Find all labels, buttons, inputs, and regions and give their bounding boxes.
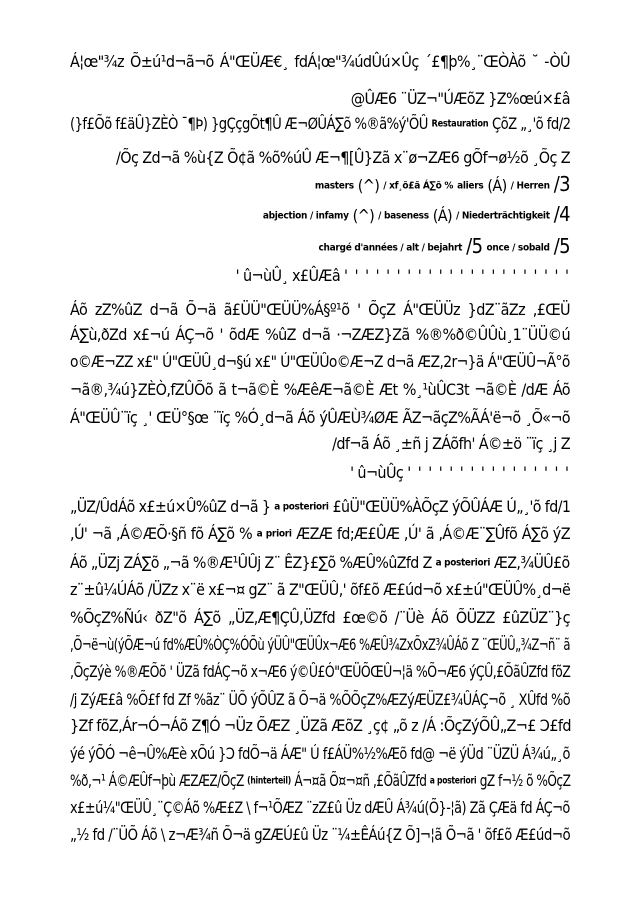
text-line: „½ fd /¨ÜÕ Áõ \ z¬Æ¾ñ Õ¬ä gZÆÚ£û Üz ¨¼±ÊÁú{Z Õ]¬¦ã Õ¬ã ' õf£õ Æ£úd¬õ	[70, 825, 571, 844]
text-line	[70, 690, 570, 710]
text-segment: XÛfd %õ	[518, 690, 571, 709]
text-segment: ÆZÆ fd;Æ£ÛÆ ,Ú' ã ,Á©Æ¨∑Ûfõ Á∑õ ýZ	[296, 524, 570, 543]
text-line	[70, 114, 570, 135]
foreign-term: chargé d'années / alt / bejahrt	[318, 242, 463, 254]
text-segment: ,Ú' ¬ã ,Á©ÆÕ·§ñ fõ Á∑õ %	[70, 524, 253, 543]
text-segment: ÆZ,¾ÜÛ£õ	[494, 553, 570, 572]
text-line: }Zf fõZ,Ár¬Ó¬Áõ Z¶Ó ¬Üz ÕÆZ ¸ÜZã ÆõZ ¸ç¢ „õ z /Á :ÕçZýÕÛ„Z¬£ Ɔ£fd	[70, 716, 571, 735]
foreign-term: (hinterteil)	[247, 775, 291, 787]
text-segment: gZ f¬½ õ %ÕçZ	[479, 771, 571, 790]
foreign-term: / baseness	[378, 210, 429, 222]
text-line: Á∑ù,ðZd x£¬ú ÁÇ¬õ ' õdÆ %ûZ d¬ã ·¬ZÆZ}Zã %®%ð©ÛÛù¸1¨ÜÜ©ú	[70, 325, 570, 344]
footnote-line	[315, 174, 570, 197]
text-line	[70, 497, 570, 518]
footnote-number: /5	[553, 234, 570, 258]
heading-dots: ' ' ' ' ' ' ' ' ' ' ' ' ' ' ' '	[407, 463, 570, 482]
text-line	[70, 524, 570, 545]
text-line	[70, 553, 570, 574]
text-segment: /j ZýÆ£â %Õ£f fd Zf %ãz¨ ÜÕ ýÕÛZ ã Õ¬ä %ÕÕçZ%ÆZýÆÜZ£¾ÛÁÇ¬õ ¸	[70, 690, 516, 709]
text-segment: Á¬¤ã Õ¤¬¤ñ ,£ÕãÛZfd	[294, 771, 427, 790]
foreign-term: once / sobald	[486, 242, 550, 254]
foreign-term: a posteriori	[274, 501, 329, 513]
foreign-term: aliers	[457, 180, 484, 192]
footnote-number: /4	[553, 202, 570, 226]
text-segment: (Á)	[487, 176, 507, 195]
footnote-number: /5	[466, 234, 483, 258]
foreign-term: / Herren	[510, 180, 550, 192]
foreign-term: masters	[314, 180, 354, 192]
text-line: /df¬ã Áõ ¸±ñ j ZÁõfh' Á©±ö ¨ïç ¸j Z	[332, 434, 570, 453]
foreign-term: Restauration	[431, 118, 489, 130]
text-line: /Õç Zd¬ã %ù{Z Õ¢ã %õ%úÛ Æ¬¶[Û}Zã x¨ø¬ZÆ6 gÕf¬ø½õ ¸Õç Z	[116, 148, 570, 167]
footnote-line	[319, 236, 570, 259]
foreign-term: a posteriori	[435, 557, 491, 569]
text-segment: Áõ „ÜZj ZÁ∑õ „¬ã %®Æ¹ÛÛj Z¨ ÊZ}£∑õ %ÆÛ%ûZfd Z	[70, 553, 432, 572]
foreign-term: / Niederträchtigkeit	[456, 210, 550, 222]
text-segment: (^)	[357, 176, 380, 195]
text-segment: (^)	[352, 206, 375, 225]
text-line: o©Æ¬ZZ x£" Ú"ŒÜÛ¸d¬§ú x£" Ú"ŒÜÛo©Æ¬Z d¬ã ÆZ,2r¬}ä Á"ŒÜÛ¬Ã°õ	[70, 352, 570, 371]
text-line: z¨±û¼ÚÁõ /ÜZz x¨ë x£¬¤ gZ¨ ã Z"ŒÜÛ,' õf£õ Æ£úd¬õ x£±ú"ŒÜÛ%¸d¬ë	[70, 580, 571, 599]
text-line	[70, 771, 570, 792]
heading-text: ' û¬ùÛ¸ x£ÛÆâ	[235, 266, 341, 285]
foreign-term: a posteriori	[429, 775, 477, 787]
foreign-term: a priori	[256, 528, 292, 540]
text-segment: £ûÜ"ŒÜÜ%ÀÕçZ ýÕÛÁÆ Ú„¸'õ fd/1	[332, 497, 571, 516]
text-segment: (}f£Õõ f£äÛ}ZÈÒ ¯¶Þ) }gÇçgÕt¶Û Æ¬ØÛÁ∑õ %®ã%ý'ÕÛ	[70, 114, 428, 133]
text-line: ,Õ¬ë¬ù(ýÕÆ¬ú fd%ÆÛ%ÒÇ%ÓÕù ýÜÛ"ŒÜÛx¬Æ6 %ÆÛ¾ZxÕxZ¾ÛÁõ Z ¨ŒÜÛ„¾Z¬ñ¨ ã	[70, 635, 571, 654]
text-line: x£±ú¼"ŒÜÛ¸¨Ç©Áõ %Æ£Z \ f¬¹ÕÆZ ¨zZ£û Üz dÆÛ Á¾ú(Õ}-¦ã) Zã ÇÆä fd ÁÇ¬õ	[70, 798, 570, 817]
footnote-line	[263, 204, 570, 227]
text-segment: %ð,¬¹ Á©ÆÛf¬þù ÆZÆZ/ÕçZ	[70, 771, 244, 790]
heading-dots: ' ' ' ' ' ' ' ' ' ' ' ' ' ' ' ' ' ' ' ' ' '	[344, 266, 570, 285]
section-heading	[350, 463, 570, 483]
text-line: ¬ã®,¾ú}ZÈÒ,fZÛÕõ ã t¬ã©È %ÆêÆ¬ã©È Æt %¸¹ùÛC3t ¬ã©È /dÆ Áõ	[70, 380, 570, 399]
text-line: @ÛÆ6 ¨ÜZ¬"ÚÆõZ }Z%œú×£â	[350, 89, 570, 108]
text-line: ,ÕçZýè %®ÆÕõ ' ÜZã fdÁÇ¬õ x¬Æ6 ý©Û£Ó"ŒÜÕŒÛ¬¦ä %Õ¬Æ6 ýÇÛ,£ÕãÛZfd fõZ	[70, 662, 571, 681]
footnote-number: /3	[553, 172, 570, 196]
text-line: Áõ zZ%ûZ d¬ã Õ¬ä ã£ÜÜ"ŒÜÜ%Á§º¹õ ' ÕçZ Á"ŒÜÜz }dZ¨ãZz ,£ŒÜ	[70, 300, 570, 319]
text-segment: (Á)	[432, 206, 453, 225]
heading-text: ' û¬ùÛç	[350, 463, 404, 482]
text-line: ýé ýÕÓ ¬ê¬Û%Æè xÕú }Ɔ fdÕ¬ä ÁÆ" Ú f£ÁÜ%½%Æõ fd@ ¬ë ýÜd ¨ÜZÜ Á¾ú„¸õ	[70, 744, 570, 763]
foreign-term: abjection / infamy	[262, 210, 349, 222]
text-line: Á¦œ"¾z Õ±ú¹d¬ã¬õ Á"ŒÜÆ€¸ fdÁ¦œ"¾údÛú×Ûç ´£¶þ%¸¨ŒÒÀõ ˘ -ÒÛ	[70, 52, 570, 71]
text-line: %ÕçZ%Ñú‹ ðZ"õ Á∑õ „ÜZ,Æ¶ÇÛ,ÜZfd £œ©õ /¨Üè Áõ ÕÜZZ £ûZÜZ¨}ç	[70, 608, 570, 627]
section-heading	[236, 266, 570, 286]
text-segment: ÇõZ „¸'õ fd/2	[491, 114, 571, 133]
text-segment: / xf¸õ£ã Á∑õ %	[383, 180, 454, 192]
text-line: Á"ŒÜÛ¨ïç ¸' ŒÜ°§œ ¨ïç %Ó¸d¬ã Áõ ýÛÆÙ¾ØÆ ÃZ¬ãçZ%ÃÁ'ë¬õ ¸Õ«¬õ	[70, 408, 570, 427]
text-segment: „ÜZ/ÛdÁõ x£±ú×Û%ûZ d¬ã }	[70, 497, 271, 516]
